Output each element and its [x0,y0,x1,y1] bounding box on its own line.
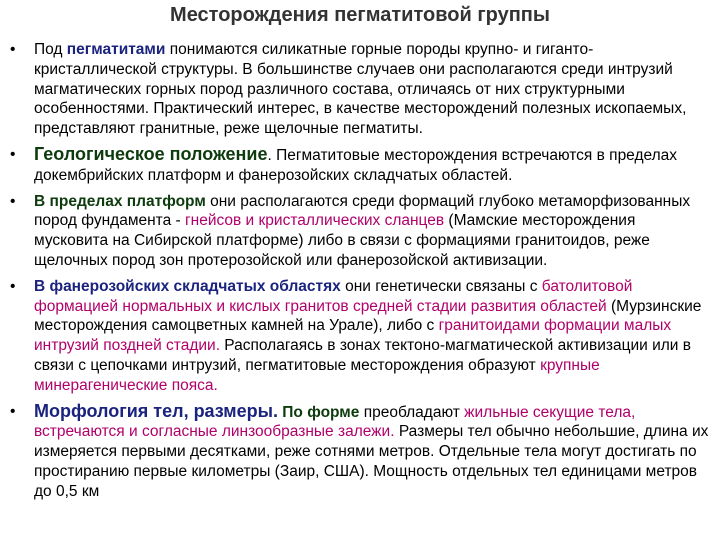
text-segment: Геологическое положение [34,143,268,164]
text-segment: понимаются силикатные горные породы крупно- и гиганто-кристаллической структуры. В большинстве случаев они располагаются среди интрузий магматических горных пород различного состава, отличаясь от них структурными особенностями. Практический интерес, в качестве месторождений полезных ископаемых, представляют гранитные, реже щелочные пегматиты. [34,41,687,138]
bullet-item [10,277,710,396]
text-segment: они генетически связаны с [340,277,542,295]
bullet-list [10,40,710,508]
bullet-marker: • [10,145,16,163]
text-segment: В фанерозойских складчатых областях [34,277,341,295]
text-segment: Морфология тел, размеры. [34,400,278,421]
text-segment: (Мамские месторождения мусковита на Сибирской платформе) либо в связи с формациями гранитоидов, реже щелочных пород зон протерозойской или фанерозойской активизации. [34,212,650,269]
bullet-marker: • [10,277,16,295]
slide-title: Месторождения пегматитовой группы [170,4,550,26]
bullet-item [10,192,710,271]
bullet-marker: • [10,41,16,58]
text-segment: Размеры тел обычно небольшие, длина их измеряется первыми десятками, реже сотнями метров. Отдельные тела могут достигать по простиранию первые километры (Заир, США). Мощность отдельных тел единицами метров до 0,5 км [34,423,709,500]
bullet-item [10,145,710,186]
bullet-item [10,402,710,502]
text-segment: (Мурзинские месторождения самоцветных камней на Урале), либо с [34,297,702,335]
text-segment: преобладают [359,403,465,421]
text-segment: . Пегматитовые месторождения встречаются в пределах докембрийских платформ и фанерозойских складчатых областей. [34,146,678,184]
text-segment: батолитовой формацией нормальных и кислых гранитов средней стадии развития областей [34,277,633,315]
text-segment: гнейсов и кристаллических сланцев [184,212,445,230]
text-segment: жильные секущие тела, встречаются и согласные линзообразные залежи. [34,403,636,441]
bullet-item [10,40,710,139]
bullet-marker: • [10,192,16,210]
text-segment: гранитоидами формации малых интрузий поздней стадии. [34,317,672,355]
bullet-marker: • [10,402,16,420]
text-segment: Под [34,41,67,58]
text-segment: пегматитами [66,41,166,58]
text-segment: В пределах платформ [34,192,206,210]
text-segment: Располагаясь в зонах тектоно-магматической активизации или в связи с цепочками интрузий, пегматитовые месторождения образуют [34,337,691,374]
text-segment: По форме [277,403,360,421]
text-segment: они располагаются среди формаций глубоко метаморфизованных пород фундамента - [34,192,691,230]
text-segment: крупные минерагенические пояса. [34,356,600,394]
